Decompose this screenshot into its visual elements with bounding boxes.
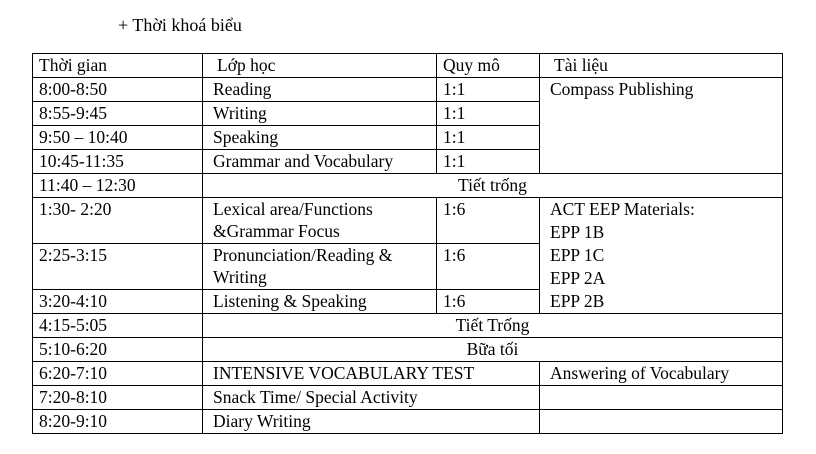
morning-materials-cell: Compass Publishing: [540, 78, 783, 174]
size-cell: 1:1: [437, 126, 540, 150]
time-cell: 10:45-11:35: [33, 150, 203, 174]
break-label: Tiết trống: [203, 174, 783, 198]
break-label: Tiết Trống: [203, 314, 783, 338]
materials-line: EPP 2A: [550, 268, 606, 288]
schedule-table: [32, 53, 783, 434]
schedule-heading: + Thời khoá biểu: [118, 15, 242, 35]
time-cell: 11:40 – 12:30: [33, 174, 203, 198]
class-cell: Diary Writing: [203, 410, 540, 434]
header-time: Thời gian: [33, 54, 203, 78]
dinner-row: [33, 338, 783, 362]
afternoon-materials-cell: [540, 198, 783, 314]
materials-line: EPP 2B: [550, 291, 605, 311]
dinner-label: Bữa tối: [203, 338, 783, 362]
class-cell: Writing: [203, 102, 437, 126]
class-cell: Pronunciation/Reading & Writing: [203, 244, 437, 290]
class-cell: Grammar and Vocabulary: [203, 150, 437, 174]
size-cell: 1:1: [437, 150, 540, 174]
materials-cell: [540, 410, 783, 434]
materials-line: EPP 1C: [550, 245, 605, 265]
class-cell: Lexical area/Functions &Grammar Focus: [203, 198, 437, 244]
table-row: [33, 386, 783, 410]
header-size: Quy mô: [437, 54, 540, 78]
time-cell: 5:10-6:20: [33, 338, 203, 362]
materials-line: EPP 1B: [550, 222, 605, 242]
table-row: [33, 362, 783, 386]
time-cell: 8:55-9:45: [33, 102, 203, 126]
size-cell: 1:1: [437, 78, 540, 102]
size-cell: 1:1: [437, 102, 540, 126]
materials-line: ACT EEP Materials:: [550, 199, 695, 219]
time-cell: 8:00-8:50: [33, 78, 203, 102]
header-class: Lớp học: [203, 54, 437, 78]
time-cell: 2:25-3:15: [33, 244, 203, 290]
time-cell: 3:20-4:10: [33, 290, 203, 314]
time-cell: 9:50 – 10:40: [33, 126, 203, 150]
time-cell: 4:15-5:05: [33, 314, 203, 338]
time-cell: 6:20-7:10: [33, 362, 203, 386]
class-cell: Listening & Speaking: [203, 290, 437, 314]
class-cell: Reading: [203, 78, 437, 102]
size-cell: 1:6: [437, 244, 540, 290]
header-row: [33, 54, 783, 78]
materials-cell: [540, 386, 783, 410]
size-cell: 1:6: [437, 198, 540, 244]
time-cell: 1:30- 2:20: [33, 198, 203, 244]
time-cell: 7:20-8:10: [33, 386, 203, 410]
table-row: [33, 410, 783, 434]
size-cell: 1:6: [437, 290, 540, 314]
header-materials: Tài liệu: [540, 54, 783, 78]
break-row: [33, 174, 783, 198]
time-cell: 8:20-9:10: [33, 410, 203, 434]
break-row: [33, 314, 783, 338]
class-cell: Speaking: [203, 126, 437, 150]
class-cell: INTENSIVE VOCABULARY TEST: [203, 362, 540, 386]
table-row: [33, 78, 783, 102]
materials-cell: Answering of Vocabulary: [540, 362, 783, 386]
table-row: [33, 198, 783, 244]
class-cell: Snack Time/ Special Activity: [203, 386, 540, 410]
